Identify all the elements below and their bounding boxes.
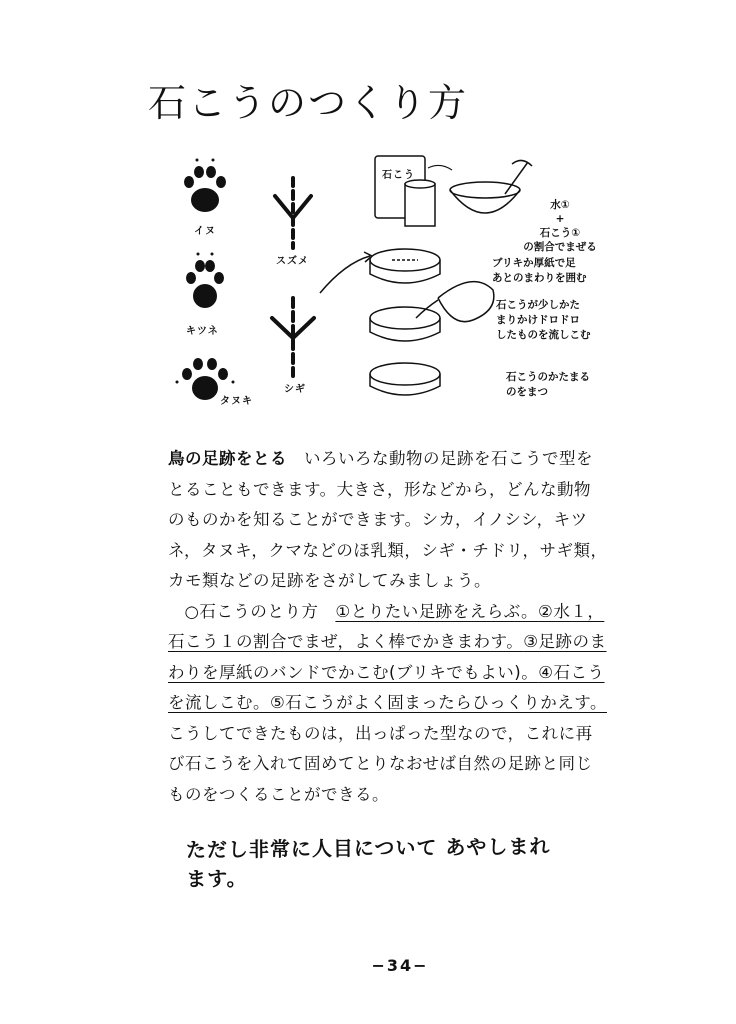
fox-paw-icon xyxy=(186,253,224,309)
page-number: −34− xyxy=(371,956,429,975)
plaster-bag-label: 石こう xyxy=(382,170,415,181)
track-label: タヌキ xyxy=(220,396,253,407)
paragraph-text: いろいろな動物の足跡を石こうで型をとることもできます。大きさ，形などから，どんな動物のものかを知ることができます。シカ，イノシシ，キツネ，タヌキ，クマなどのほ乳類，シギ・チドリ，サギ類，カモ類などの足跡をさがしてみましょう。 xyxy=(168,449,608,590)
step-line: 石こうのかたまる xyxy=(506,371,590,383)
step-note-3 xyxy=(506,370,590,400)
method-step-5: ⑤石こうがよく固まったらひっくりかえす。 xyxy=(270,693,607,712)
step-line: まりかけドロドロ xyxy=(496,314,580,326)
method-step-1: ①とりたい足跡をえらぶ。 xyxy=(335,601,539,621)
track-label: スズメ xyxy=(276,256,309,267)
step-line: ブリキか厚紙で足 xyxy=(492,257,576,269)
step-note-1 xyxy=(492,256,587,286)
ratio-line: 水① xyxy=(550,199,570,211)
page-title: 石こうのつくり方 xyxy=(148,81,469,125)
method-title: ○石こうのとり方 xyxy=(184,601,319,621)
cup-icon xyxy=(405,180,435,226)
body-text xyxy=(168,444,608,810)
method-step-4: ④石こうを流しこむ。 xyxy=(168,662,605,712)
handwritten-note: ただし非常に人目について あやしまれます。 xyxy=(185,834,551,891)
step-line: のをまつ xyxy=(506,386,548,398)
sparrow-track-icon xyxy=(275,178,311,248)
setting-plaster-icon xyxy=(370,363,440,395)
ratio-line: 石こう① xyxy=(539,227,581,239)
dog-paw-icon xyxy=(184,159,226,213)
paragraph-intro xyxy=(168,444,608,597)
track-label: イヌ xyxy=(194,226,216,237)
method-step-2b: よく棒でかきまわす。 xyxy=(354,632,524,651)
ratio-line: + xyxy=(555,213,565,225)
pouring-icon xyxy=(370,282,494,341)
step-line: したものを流しこむ xyxy=(496,329,591,341)
track-label: シギ xyxy=(284,384,306,395)
step-line: 石こうが少しかた xyxy=(496,299,580,311)
mix-ratio-note xyxy=(500,198,620,254)
sandpiper-track-icon xyxy=(272,298,314,376)
method-tail: こうしてできたものは，出っぱった型なので，これに再び石こうを入れて固めてとりなおせば自然の足跡と同じものをつくることができる。 xyxy=(168,723,593,804)
step-note-2 xyxy=(496,298,591,343)
tin-ring-icon xyxy=(370,249,440,283)
arrow-icon xyxy=(320,256,370,293)
section-lead: 鳥の足跡をとる xyxy=(168,449,287,468)
method-step-2a: ②水１，石こう１の割合でまぜ， xyxy=(168,601,605,651)
track-label: キツネ xyxy=(186,326,219,337)
illustration xyxy=(160,148,620,418)
method-step-3: ③足跡のまわりを厚紙のバンドでかこむ(ブリキでもよい)。 xyxy=(168,632,607,682)
paragraph-method xyxy=(168,597,608,811)
ratio-line: の割合でまぜる xyxy=(523,241,597,253)
step-line: あとのまわりを囲む xyxy=(492,272,587,284)
